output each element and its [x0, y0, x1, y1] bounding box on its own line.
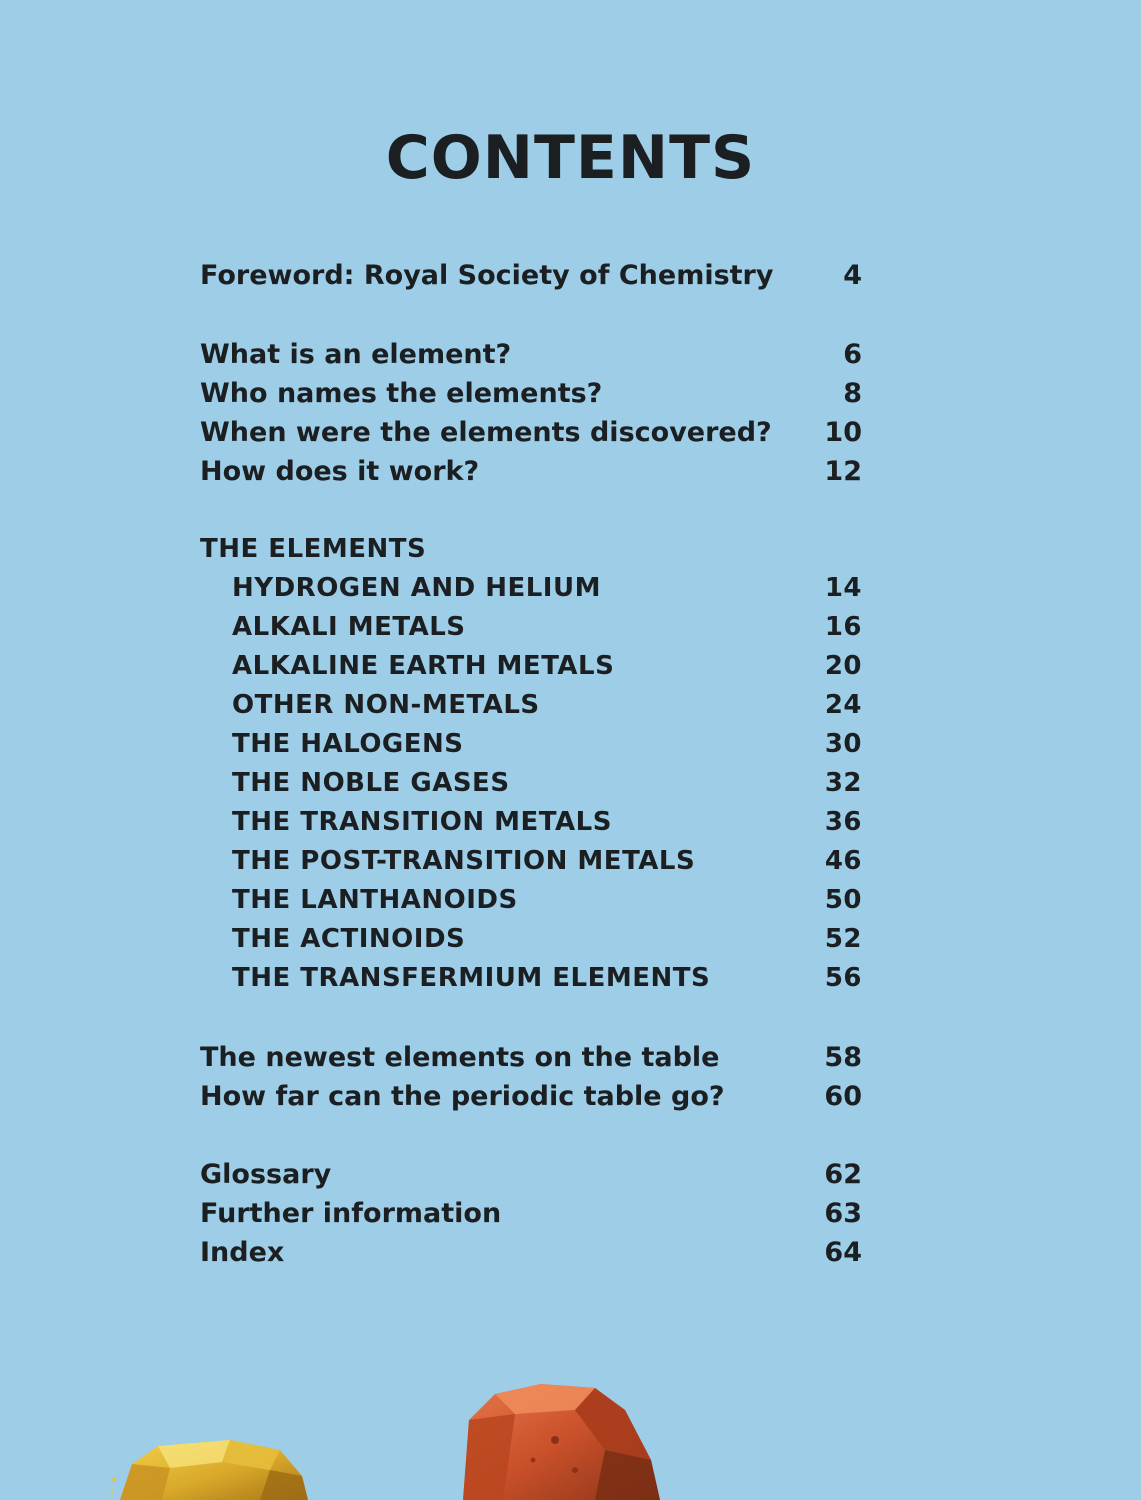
toc-entry-label: Further information	[200, 1198, 502, 1229]
toc-entry-page: 8	[843, 378, 862, 409]
toc-entry-hydrogen-and-helium[interactable]	[200, 569, 862, 608]
toc-entry-foreword[interactable]	[200, 256, 862, 295]
toc-entry-page: 63	[824, 1198, 862, 1229]
toc-entry-page: 12	[824, 456, 862, 487]
toc-entry-page: 58	[824, 1042, 862, 1073]
toc-entry-newest-elements[interactable]	[200, 1038, 862, 1077]
toc-entry-what-is-an-element[interactable]	[200, 335, 862, 374]
toc-entry-label: Glossary	[200, 1159, 332, 1190]
toc-entry-page: 10	[824, 417, 862, 448]
toc-entry-the-actinoids[interactable]	[200, 920, 862, 959]
toc-entry-when-discovered[interactable]	[200, 413, 862, 452]
toc-entry-label: THE ACTINOIDS	[232, 924, 466, 954]
toc-entry-label: The newest elements on the table	[200, 1042, 720, 1073]
toc-entry-page: 32	[824, 768, 862, 798]
toc-entry-the-post-transition-metals[interactable]	[200, 842, 862, 881]
toc-section-heading-the-elements[interactable]	[200, 530, 862, 569]
toc-entry-how-does-it-work[interactable]	[200, 452, 862, 491]
toc-entry-label: THE TRANSFERMIUM ELEMENTS	[232, 963, 711, 993]
toc-entry-page: 46	[824, 846, 862, 876]
toc-entry-label: What is an element?	[200, 339, 512, 370]
toc-entry-alkali-metals[interactable]	[200, 608, 862, 647]
toc-entry-label: When were the elements discovered?	[200, 417, 772, 448]
toc-entry-the-halogens[interactable]	[200, 725, 862, 764]
toc-entry-label: OTHER NON-METALS	[232, 690, 540, 720]
toc-section-label: THE ELEMENTS	[200, 534, 427, 564]
toc-entry-further-information[interactable]	[200, 1194, 862, 1233]
yellow-mineral-rock-icon	[110, 1440, 320, 1500]
toc-entry-page: 24	[824, 690, 862, 720]
toc-entry-alkaline-earth-metals[interactable]	[200, 647, 862, 686]
toc-entry-index[interactable]	[200, 1233, 862, 1272]
red-mineral-rock-icon	[455, 1380, 685, 1500]
toc-entry-label: How far can the periodic table go?	[200, 1081, 725, 1112]
toc-entry-page: 14	[824, 573, 862, 603]
toc-entry-glossary[interactable]	[200, 1155, 862, 1194]
toc-entry-label: How does it work?	[200, 456, 480, 487]
toc-entry-how-far-can-table-go[interactable]	[200, 1077, 862, 1116]
toc-entry-label: HYDROGEN AND HELIUM	[232, 573, 601, 603]
toc-entry-page: 36	[824, 807, 862, 837]
toc-entry-label: THE NOBLE GASES	[232, 768, 510, 798]
toc-entry-page: 62	[824, 1159, 862, 1190]
toc-entry-label: THE POST-TRANSITION METALS	[232, 846, 696, 876]
toc-entry-page: 6	[843, 339, 862, 370]
toc-entry-page: 4	[843, 260, 862, 291]
toc-entry-page: 30	[824, 729, 862, 759]
toc-entry-who-names-the-elements[interactable]	[200, 374, 862, 413]
toc-entry-other-non-metals[interactable]	[200, 686, 862, 725]
toc-entry-label: THE LANTHANOIDS	[232, 885, 518, 915]
toc-entry-page: 16	[824, 612, 862, 642]
toc-entry-the-transfermium-elements[interactable]	[200, 959, 862, 998]
toc-entry-label: ALKALI METALS	[232, 612, 466, 642]
toc-entry-the-transition-metals[interactable]	[200, 803, 862, 842]
toc-entry-label: Who names the elements?	[200, 378, 603, 409]
toc-entry-page: 50	[824, 885, 862, 915]
toc-entry-label: ALKALINE EARTH METALS	[232, 651, 615, 681]
toc-entry-label: Foreword: Royal Society of Chemistry	[200, 260, 774, 291]
toc-entry-label: THE HALOGENS	[232, 729, 464, 759]
toc-entry-page: 56	[824, 963, 862, 993]
toc-entry-page: 64	[824, 1237, 862, 1268]
toc-entry-page: 20	[824, 651, 862, 681]
toc-entry-the-lanthanoids[interactable]	[200, 881, 862, 920]
toc-entry-the-noble-gases[interactable]	[200, 764, 862, 803]
toc-entry-page: 60	[824, 1081, 862, 1112]
toc-entry-page: 52	[824, 924, 862, 954]
page-title: CONTENTS	[385, 123, 756, 193]
toc-entry-label: Index	[200, 1237, 285, 1268]
toc-entry-label: THE TRANSITION METALS	[232, 807, 612, 837]
